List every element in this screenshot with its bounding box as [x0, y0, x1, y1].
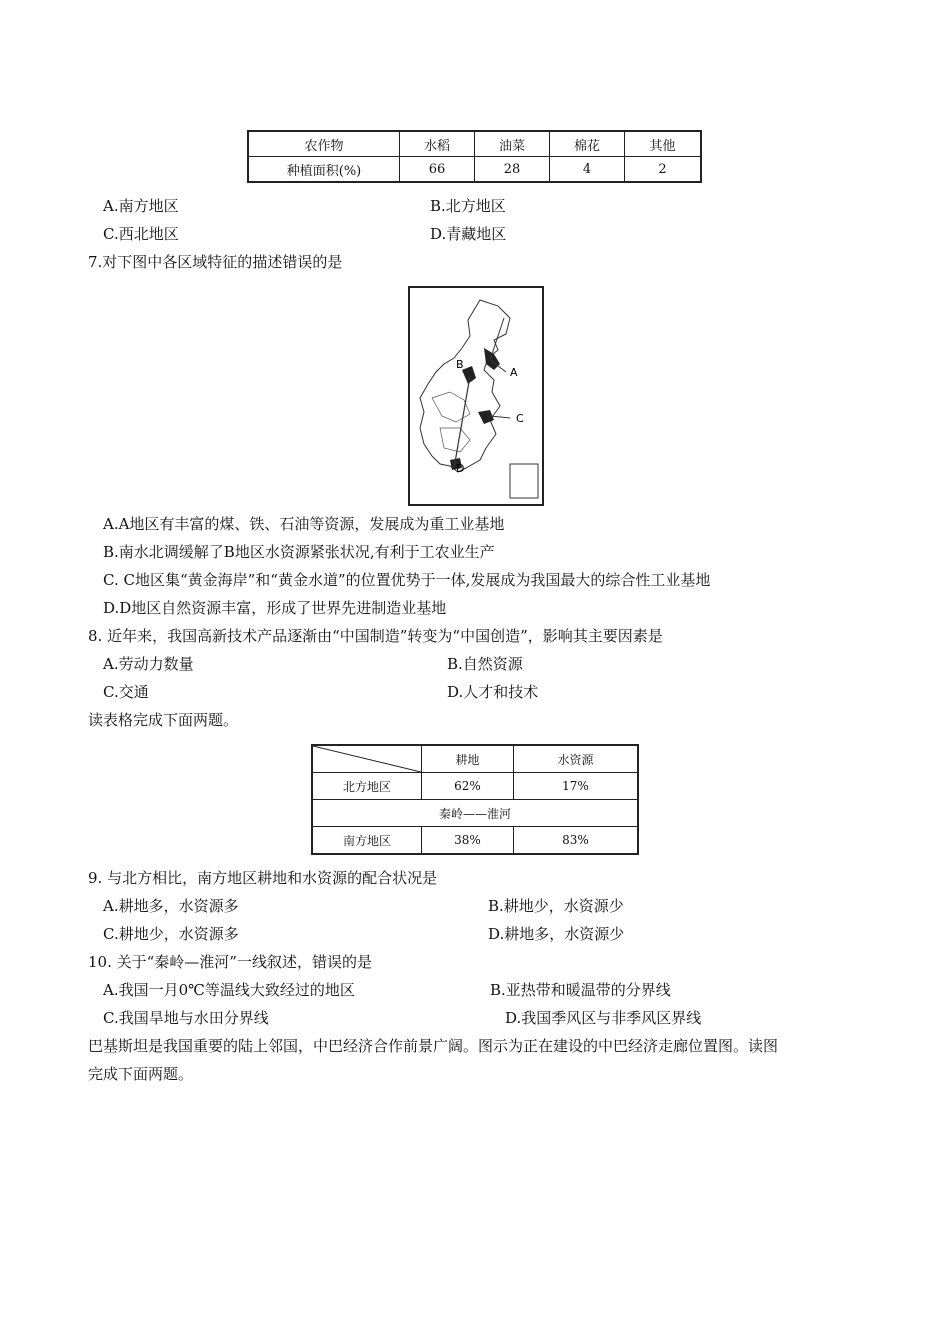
option-d: D.青藏地区 — [430, 225, 507, 243]
table-cell: 种植面积(%) — [248, 157, 400, 183]
table-header: 油菜 — [475, 131, 550, 157]
option-c: C.西北地区 — [103, 225, 179, 243]
table-cell: 17% — [513, 773, 638, 800]
table-divider-cell: 秦岭——淮河 — [312, 800, 638, 827]
diagonal-line — [313, 746, 421, 772]
option-a: A.南方地区 — [103, 197, 179, 215]
option-b: B.南水北调缓解了B地区水资源紧张状况,有利于工农业生产 — [103, 543, 495, 561]
option-a: A.A地区有丰富的煤、铁、石油等资源，发展成为重工业基地 — [103, 515, 505, 533]
intro-text: 巴基斯坦是我国重要的陆上邻国，中巴经济合作前景广阔。图示为正在建设的中巴经济走廊位置图。读图 — [88, 1037, 779, 1055]
table-header: 棉花 — [550, 131, 625, 157]
table-cell: 28 — [475, 157, 550, 183]
china-map-figure — [408, 286, 544, 506]
option-d: D.我国季风区与非季风区界线 — [505, 1009, 702, 1027]
map-label-b: B — [456, 358, 464, 371]
table-cell: 南方地区 — [312, 827, 422, 855]
question-8: 8. 近年来，我国高新技术产品逐渐由“中国制造”转变为“中国创造”，影响其主要因素是 — [88, 627, 663, 645]
crop-area-table — [247, 130, 702, 183]
option-c: C.我国旱地与水田分界线 — [103, 1009, 269, 1027]
table-row — [248, 131, 701, 157]
option-d: D.人才和技术 — [447, 683, 539, 701]
table-cell: 62% — [422, 773, 514, 800]
map-drawing — [410, 288, 542, 504]
option-c: C.耕地少，水资源多 — [103, 925, 239, 943]
table-header: 农作物 — [248, 131, 400, 157]
option-b: B.北方地区 — [430, 197, 506, 215]
option-a: A.我国一月0℃等温线大致经过的地区 — [103, 981, 355, 999]
table-row — [312, 827, 638, 855]
table-cell: 北方地区 — [312, 773, 422, 800]
map-label-a: A — [510, 366, 518, 379]
table-row — [312, 745, 638, 773]
intro-text: 读表格完成下面两题。 — [88, 711, 239, 729]
question-7: 7.对下图中各区域特征的描述错误的是 — [88, 253, 343, 271]
table-cell: 66 — [400, 157, 475, 183]
question-9: 9. 与北方相比，南方地区耕地和水资源的配合状况是 — [88, 869, 438, 887]
option-d: D.耕地多，水资源少 — [488, 925, 625, 943]
question-10: 10. 关于“秦岭—淮河”一线叙述，错误的是 — [88, 953, 372, 971]
table-cell: 4 — [550, 157, 625, 183]
table-corner-cell — [312, 745, 422, 773]
option-c: C.交通 — [103, 683, 149, 701]
table-header: 其他 — [625, 131, 701, 157]
option-b: B.亚热带和暖温带的分界线 — [490, 981, 671, 999]
table-header: 耕地 — [422, 745, 514, 773]
table-row — [312, 773, 638, 800]
table-cell: 2 — [625, 157, 701, 183]
table-header: 水稻 — [400, 131, 475, 157]
option-c: C. C地区集“黄金海岸”和“黄金水道”的位置优势于一体,发展成为我国最大的综合性工业基地 — [103, 571, 711, 589]
option-a: A.耕地多，水资源多 — [103, 897, 239, 915]
map-label-c: C — [516, 412, 524, 425]
option-b: B.自然资源 — [447, 655, 523, 673]
table-row — [312, 800, 638, 827]
intro-text: 完成下面两题。 — [88, 1065, 194, 1083]
table-cell: 38% — [422, 827, 514, 855]
table-cell: 83% — [513, 827, 638, 855]
table-row — [248, 157, 701, 183]
map-label-d: D — [456, 462, 465, 475]
option-b: B.耕地少，水资源少 — [488, 897, 624, 915]
option-d: D.D地区自然资源丰富，形成了世界先进制造业基地 — [103, 599, 447, 617]
option-a: A.劳动力数量 — [103, 655, 194, 673]
table-header: 水资源 — [513, 745, 638, 773]
north-south-table — [311, 744, 639, 855]
